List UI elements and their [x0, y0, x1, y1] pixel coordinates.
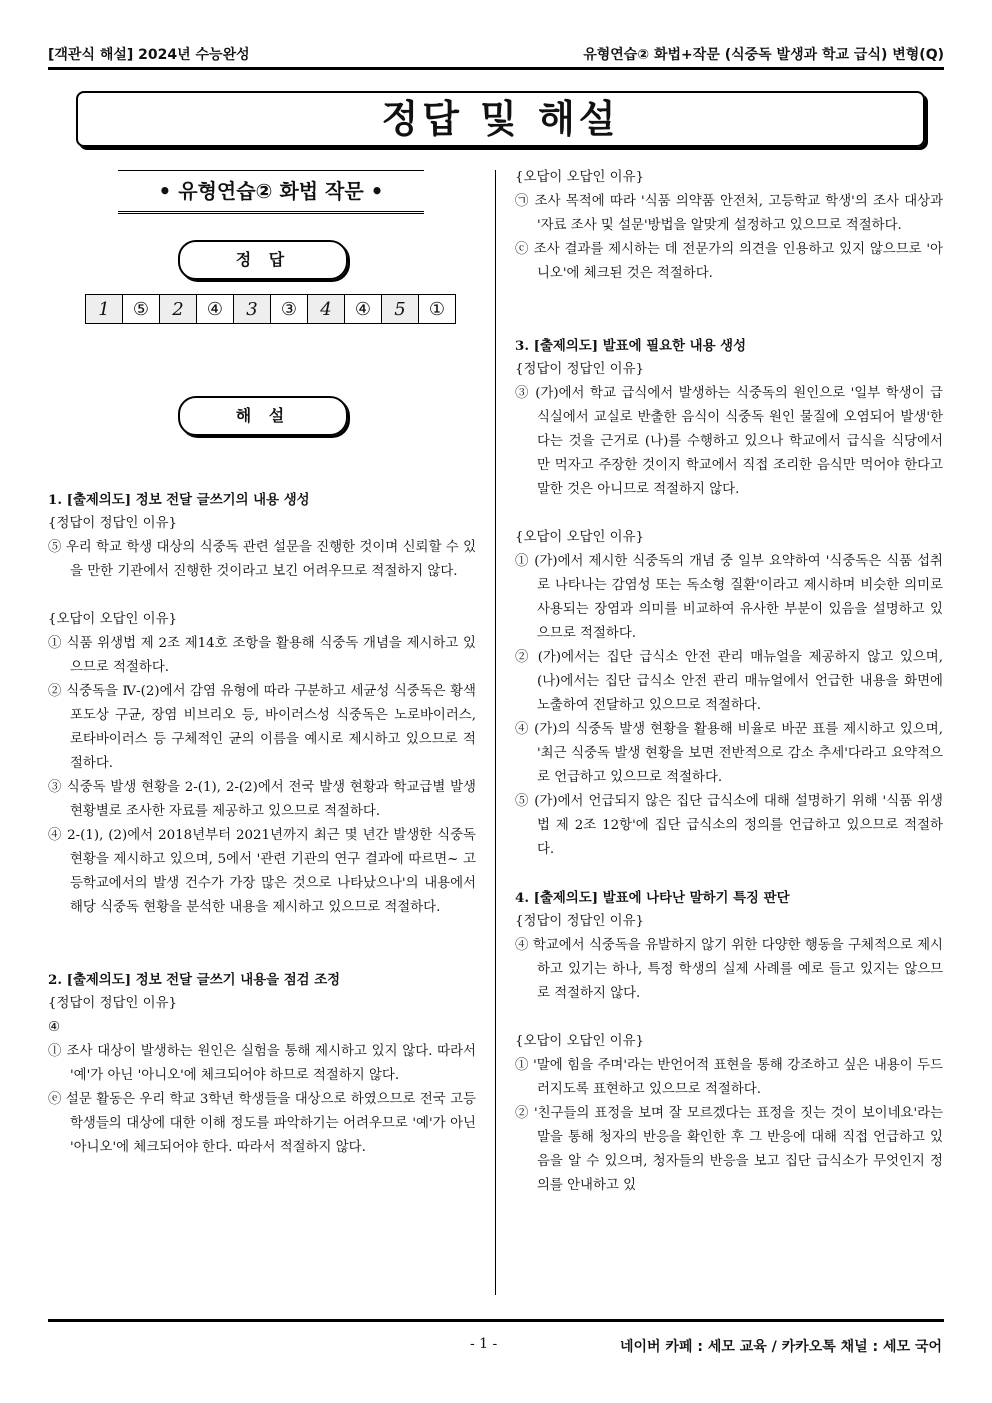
- answer-table: [85, 294, 456, 324]
- q4-correct-item: ④ 학교에서 식중독을 유발하지 않기 위한 다양한 행동을 구체적으로 제시하고 있기는 하나, 특정 학생의 실제 사례를 예로 들고 있지는 않으므로 적절하지 않다.: [515, 938, 943, 1001]
- question-number: 3: [234, 295, 271, 324]
- q3-wrong-item-1: ① (가)에서 제시한 식중독의 개념 중 일부 요약하여 '식중독은 식품 섭취로 나타나는 감염성 또는 독소형 질환'이라고 제시하며 비슷한 의미로 사용되는 장염과 의미를 비교하여 유사한 부분이 있음을 설명하고 있으므로 적절하다.: [515, 554, 943, 641]
- footer-rule: [48, 1319, 944, 1322]
- q3-wrong-item-4: ④ (가)의 식중독 발생 현황을 활용해 비율로 바꾼 표를 제시하고 있으며, '최근 식중독 발생 현황을 보면 전반적으로 감소 추세'다라고 요약적으로 언급하고 있으므로 적절하다.: [515, 722, 943, 785]
- q2-heading: 2. [출제의도] 정보 전달 글쓰기 내용을 점검 조정: [48, 972, 341, 988]
- q1-wrong-item-4: ④ 2-(1), (2)에서 2018년부터 2021년까지 최근 몇 년간 발생한 식중독 현황을 제시하고 있으며, 5에서 '관련 기관의 연구 결과에 따르면~ 고등학교에서의 발생 건수가 가장 많은 것으로 나타났으나'의 내용에서 해당 식중독 현황을 분석한 내용을 제시하고 있으므로 적절하다.: [48, 828, 476, 915]
- answer-value: ⑤: [123, 295, 160, 324]
- q2-wrong-label: {오답이 오답인 이유}: [515, 170, 645, 185]
- q1-correct-item: ⑤ 우리 학교 학생 대상의 식중독 관련 설문을 진행한 것이며 신뢰할 수 있을 만한 기관에서 진행한 것이라고 보긴 어려우므로 적절하지 않다.: [48, 540, 476, 579]
- header-rule: [48, 67, 944, 70]
- page-title: 정답 및 해설: [76, 91, 925, 147]
- q4-wrong-item-1: ① '말에 힘을 주며'라는 반언어적 표현을 통해 강조하고 싶은 내용이 두드러지도록 표현하고 있으므로 적절하다.: [515, 1058, 943, 1097]
- q3-correct-label: {정답이 정답인 이유}: [515, 362, 645, 377]
- q4-correct-label: {정답이 정답인 이유}: [515, 914, 645, 929]
- q1-wrong-label: {오답이 오답인 이유}: [48, 612, 178, 627]
- right-column: [515, 166, 943, 1198]
- answer-value: ①: [419, 295, 456, 324]
- answer-value: ④: [345, 295, 382, 324]
- left-column: [48, 488, 476, 1160]
- footer-credit: 네이버 카페 : 세모 교육 / 카카오톡 채널 : 세모 국어: [619, 1339, 942, 1355]
- q1-wrong-item-1: ① 식품 위생법 제 2조 제14호 조항을 활용해 식중독 개념을 제시하고 있으므로 적절하다.: [48, 636, 476, 675]
- q1-correct-label: {정답이 정답인 이유}: [48, 516, 178, 531]
- q3-heading: 3. [출제의도] 발표에 필요한 내용 생성: [515, 338, 747, 354]
- q3-wrong-item-2: ② (가)에서는 집단 급식소 안전 관리 매뉴얼을 제공하지 않고 있으며, (나)에서는 집단 급식소 안전 관리 매뉴얼에서 언급한 내용을 화면에 노출하여 전달하고 있으므로 적절하다.: [515, 650, 943, 713]
- q4-heading: 4. [출제의도] 발표에 나타난 말하기 특징 판단: [515, 890, 790, 906]
- column-divider: [495, 170, 496, 1295]
- q4-wrong-item-2: ② '친구들의 표정을 보며 잘 모르겠다는 표정을 짓는 것이 보이네요'라는 말을 통해 청자의 반응을 확인한 후 그 반응에 대해 직접 언급하고 있음을 알 수 있으며, 청자들의 반응을 보고 집단 급식소가 무엇인지 정의를 안내하고 있: [515, 1106, 943, 1193]
- header-right: 유형연습② 화법+작문 (식중독 발생과 학교 급식) 변형(Q): [583, 47, 944, 63]
- question-number: 5: [382, 295, 419, 324]
- page-header: [48, 40, 944, 64]
- q2-answer-number: ④: [48, 1020, 61, 1035]
- q2-wrong-item-2: ⓒ 조사 결과를 제시하는 데 전문가의 의견을 인용하고 있지 않으므로 '아니오'에 체크된 것은 적절하다.: [515, 242, 943, 281]
- answer-label: 정 답: [178, 240, 348, 280]
- header-left: [객관식 해설] 2024년 수능완성: [48, 47, 250, 63]
- answer-value: ④: [197, 295, 234, 324]
- q1-heading: 1. [출제의도] 정보 전달 글쓰기의 내용 생성: [48, 492, 310, 508]
- q1-wrong-item-2: ② 식중독을 Ⅳ-(2)에서 감염 유형에 따라 구분하고 세균성 식중독은 황색 포도상 구균, 장염 비브리오 등, 바이러스성 식중독은 노로바이러스, 로타바이러스 등 구체적인 균의 이름을 예시로 제시하고 있으므로 적절하다.: [48, 684, 476, 771]
- q2-correct-label: {정답이 정답인 이유}: [48, 996, 178, 1011]
- question-number: 1: [86, 295, 123, 324]
- q3-wrong-label: {오답이 오답인 이유}: [515, 530, 645, 545]
- q2-correct-item-1: ⓛ 조사 대상이 발생하는 원인은 실험을 통해 제시하고 있지 않다. 따라서 '예'가 아닌 '아니오'에 체크되어야 하므로 적절하지 않다.: [48, 1044, 476, 1083]
- answer-value: ③: [271, 295, 308, 324]
- page-number: - 1 -: [470, 1336, 498, 1352]
- section-title: • 유형연습② 화법 작문 •: [118, 170, 424, 214]
- question-number: 2: [160, 295, 197, 324]
- explain-label: 해 설: [178, 396, 348, 436]
- q3-correct-item: ③ (가)에서 학교 급식에서 발생하는 식중독의 원인으로 '일부 학생이 급식실에서 교실로 반출한 음식이 식중독 원인 물질에 오염되어 발생'한다는 것을 근거로 (나)를 수행하고 있으나 학교에서 급식을 식당에서만 먹자고 주장한 것이지 학교에서 직접 조리한 음식만 먹어야 한다고 말한 것은 아니므로 적절하지 않다.: [515, 386, 943, 497]
- question-number: 4: [308, 295, 345, 324]
- q3-wrong-item-5: ⑤ (가)에서 언급되지 않은 집단 급식소에 대해 설명하기 위해 '식품 위생법 제 2조 12항'에 집단 급식소의 정의를 언급하고 있으므로 적절하다.: [515, 794, 943, 857]
- q1-wrong-item-3: ③ 식중독 발생 현황을 2-(1), 2-(2)에서 전국 발생 현황과 학교급별 발생 현황별로 조사한 자료를 제공하고 있으므로 적절하다.: [48, 780, 476, 819]
- q2-wrong-item-1: ㉠ 조사 목적에 따라 '식품 의약품 안전처, 고등학교 학생'의 조사 대상과 '자료 조사 및 설문'방법을 알맞게 설정하고 있으므로 적절하다.: [515, 194, 943, 233]
- q2-correct-item-2: ⓔ 설문 활동은 우리 학교 3학년 학생들을 대상으로 하였으므로 전국 고등학생들의 대상에 대한 이해 정도를 파악하기는 어려우므로 '예'가 아닌 '아니오'에 체크되어야 한다. 따라서 적절하지 않다.: [48, 1092, 476, 1155]
- q4-wrong-label: {오답이 오답인 이유}: [515, 1034, 645, 1049]
